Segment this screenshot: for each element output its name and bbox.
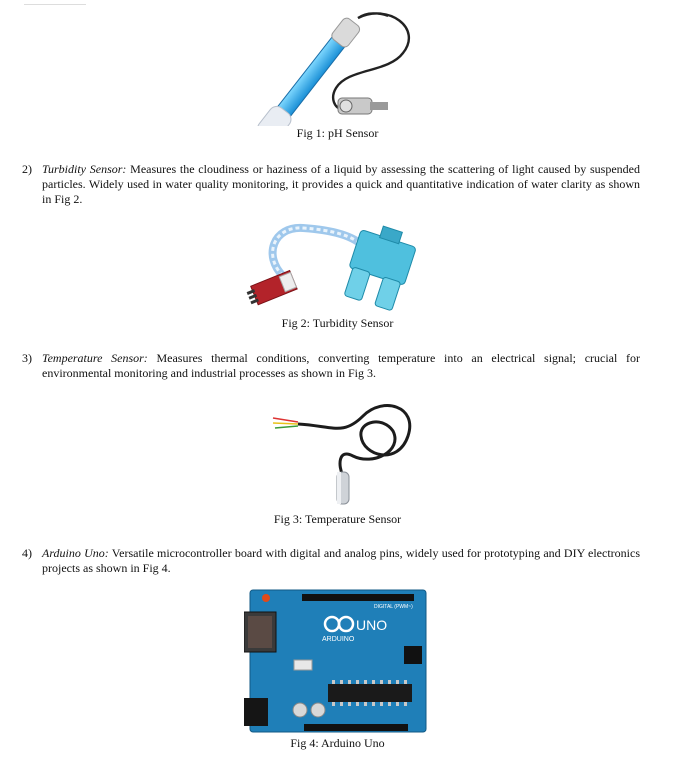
arduino-uno-image bbox=[244, 586, 432, 736]
list-item-temperature bbox=[22, 351, 640, 381]
item-title: Arduino Uno: bbox=[42, 546, 109, 560]
figure-caption: Fig 2: Turbidity Sensor bbox=[281, 316, 394, 330]
item-number: 2) bbox=[22, 162, 32, 176]
board-digital-label: DIGITAL (PWM~) bbox=[373, 604, 413, 610]
temperature-sensor-image bbox=[243, 396, 433, 512]
turbidity-sensor-image bbox=[243, 216, 433, 316]
item-number: 4) bbox=[22, 546, 32, 560]
item-title: Turbidity Sensor: bbox=[42, 162, 127, 176]
item-text: Measures thermal conditions, converting temperature into an electrical signal; crucial for environmental monitoring and industrial processes as shown in Fig 3. bbox=[42, 351, 640, 380]
figure-1 bbox=[0, 8, 675, 140]
logo-fragment bbox=[24, 0, 86, 5]
item-text: Measures the cloudiness or haziness of a liquid by assessing the scattering of light caused by suspended particles. Widely used in water quality monitoring, it provides a quick and quantitative indication of water clarity as shown in Fig 2. bbox=[42, 162, 641, 206]
figure-2 bbox=[0, 216, 675, 330]
item-number: 3) bbox=[22, 351, 32, 365]
figure-3 bbox=[0, 396, 675, 526]
board-logo-label: ARDUINO bbox=[321, 636, 354, 643]
board-model-label: UNO bbox=[355, 617, 387, 633]
list-item-turbidity bbox=[22, 162, 640, 207]
ph-sensor-image bbox=[238, 8, 438, 126]
figure-caption: Fig 1: pH Sensor bbox=[296, 126, 379, 140]
item-text: Versatile microcontroller board with digital and analog pins, widely used for prototyping and DIY electronics projects as shown in Fig 4. bbox=[42, 546, 640, 575]
list-item-arduino bbox=[22, 546, 640, 576]
figure-4 bbox=[0, 586, 675, 750]
item-title: Temperature Sensor: bbox=[42, 351, 148, 365]
figure-caption: Fig 3: Temperature Sensor bbox=[273, 512, 402, 526]
figure-caption: Fig 4: Arduino Uno bbox=[290, 736, 385, 750]
